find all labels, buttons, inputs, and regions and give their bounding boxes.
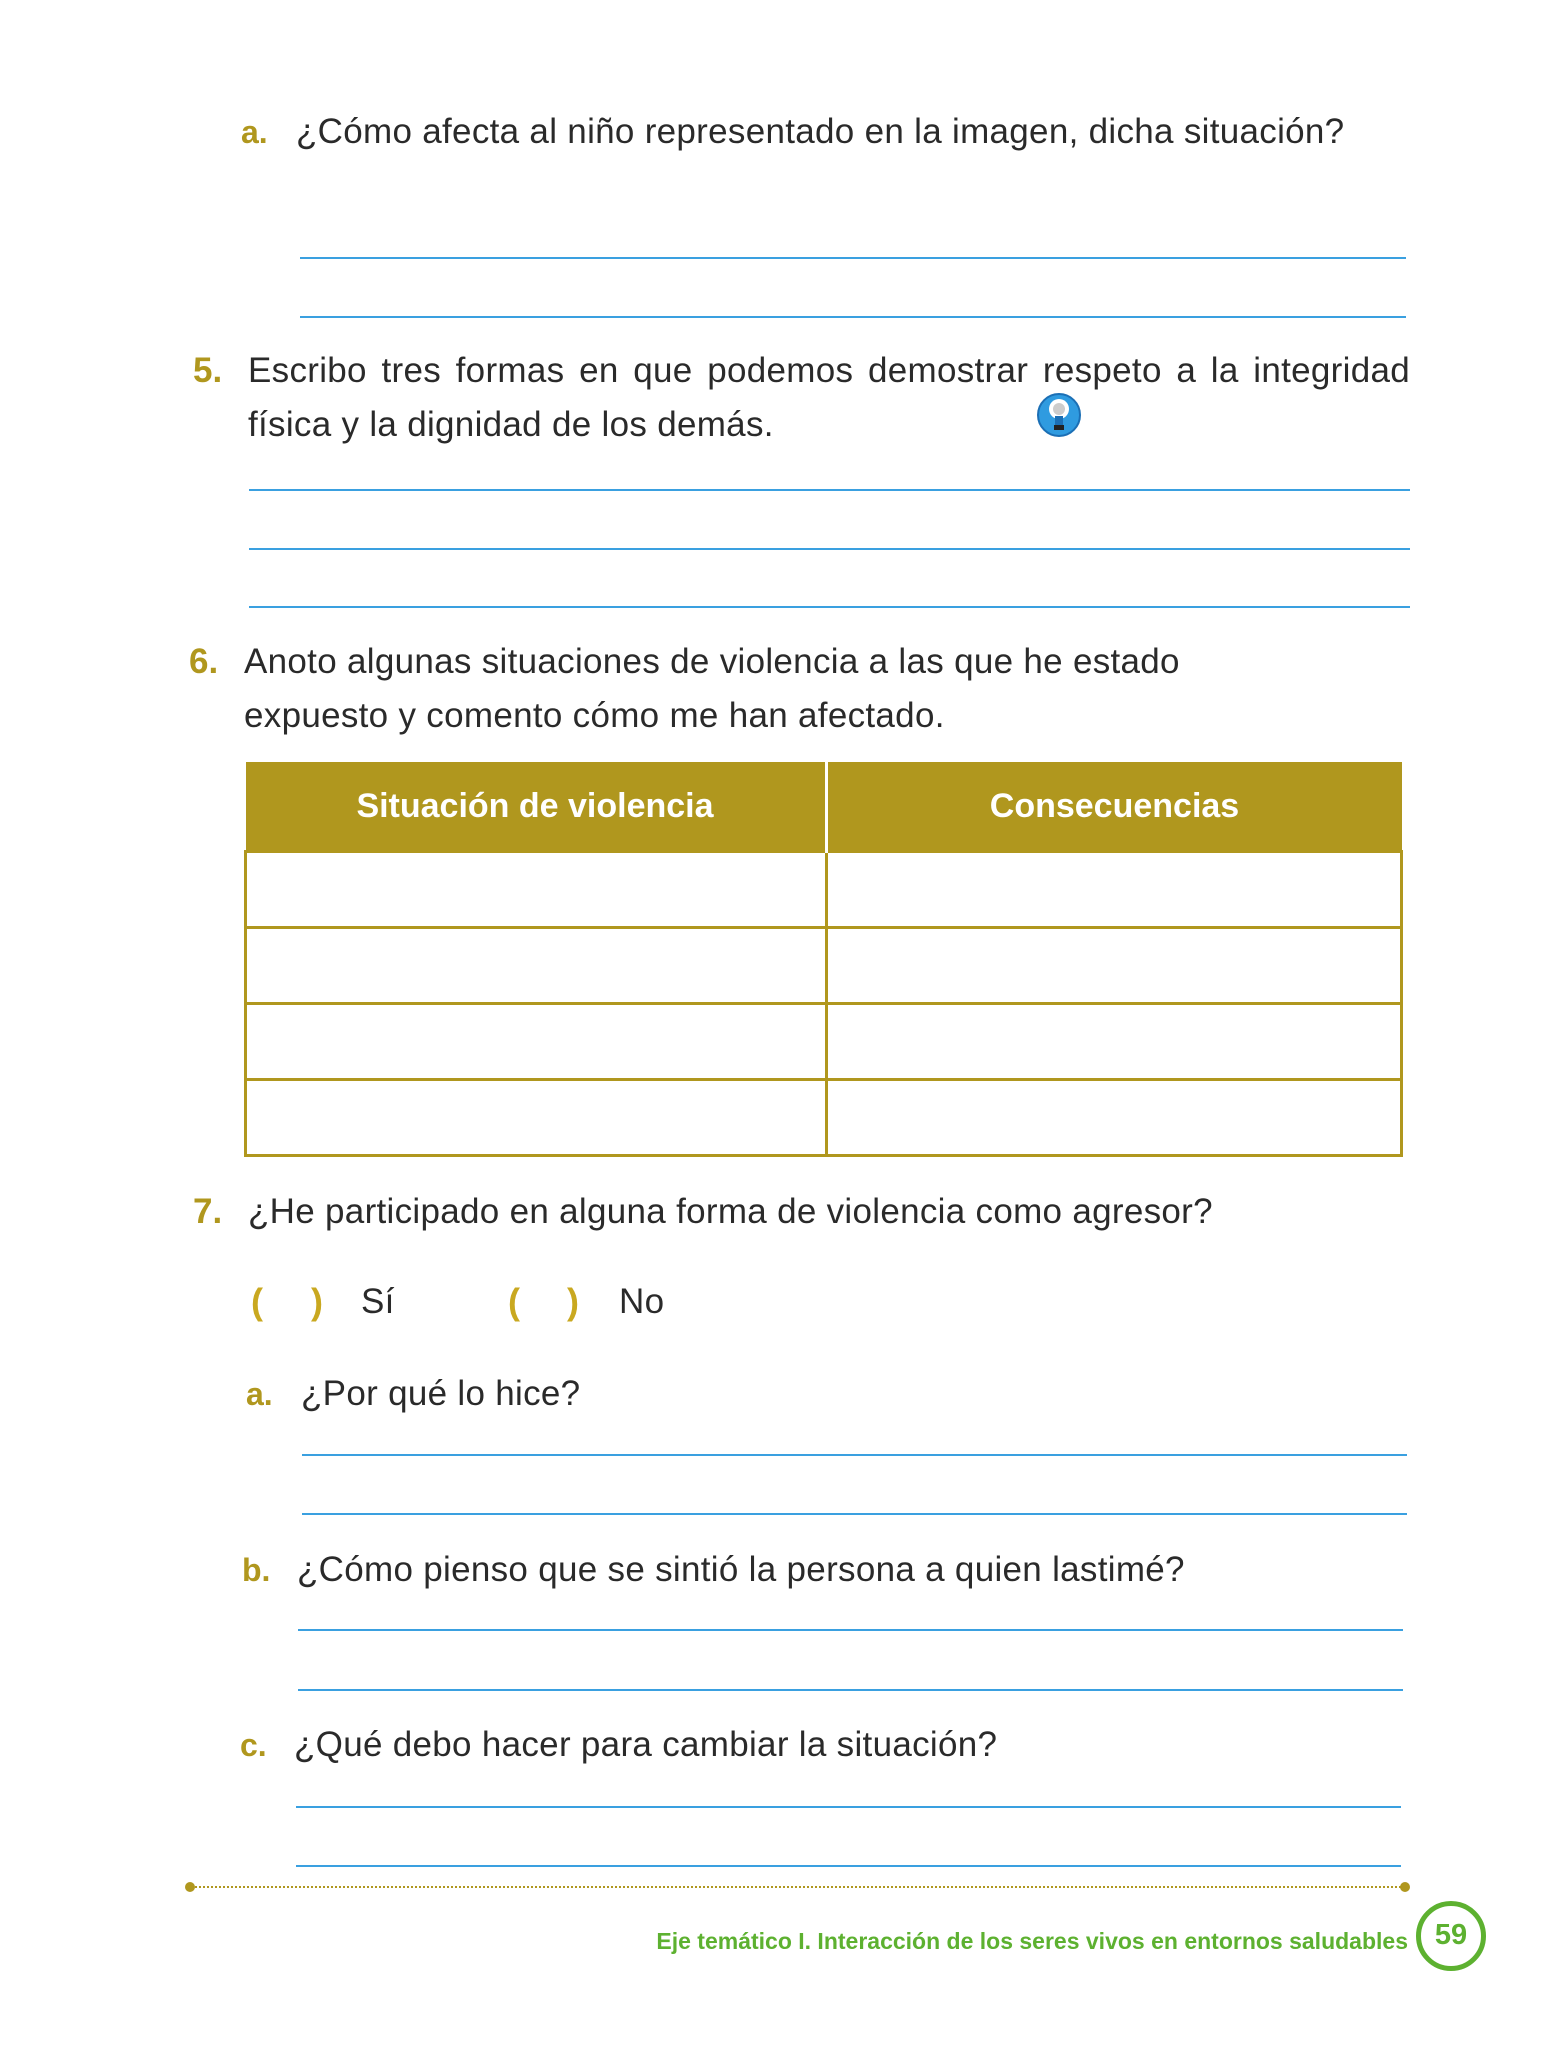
page-number: 59 [1416, 1901, 1486, 1971]
table-cell[interactable] [246, 1004, 827, 1080]
question-text: Anoto algunas situaciones de violencia a las que he estado expuesto y comento cómo me han afectado. [244, 642, 1180, 735]
question-text: ¿Por qué lo hice? [301, 1374, 581, 1413]
table-cell[interactable] [826, 1004, 1402, 1080]
divider-dot [1400, 1882, 1410, 1892]
divider-dot [185, 1882, 195, 1892]
footer-section-title: Eje temático I. Interacción de los seres vivos en entornos saludables [656, 1928, 1408, 1954]
question-number: 5. [193, 351, 223, 390]
question-number: 6. [189, 642, 219, 681]
table-header: Consecuencias [826, 762, 1402, 852]
table-cell[interactable] [826, 1080, 1402, 1156]
question-number: 7. [193, 1192, 223, 1231]
answer-line[interactable] [296, 1865, 1401, 1867]
answer-line[interactable] [249, 606, 1410, 608]
question-text: ¿Qué debo hacer para cambiar la situación? [294, 1725, 998, 1764]
answer-line[interactable] [302, 1454, 1407, 1456]
checkbox-paren[interactable]: ( [508, 1281, 520, 1322]
lightbulb-icon [1036, 392, 1082, 438]
question-label: b. [242, 1552, 271, 1588]
question-label: a. [241, 114, 268, 150]
table-row [246, 852, 1402, 928]
violence-table [244, 762, 1403, 1157]
option-label: Sí [361, 1282, 395, 1321]
table-row [246, 928, 1402, 1004]
table-row [246, 1004, 1402, 1080]
answer-line[interactable] [249, 548, 1410, 550]
option-label: No [619, 1282, 665, 1321]
answer-line[interactable] [300, 316, 1406, 318]
table-cell[interactable] [246, 928, 827, 1004]
table-cell[interactable] [826, 928, 1402, 1004]
table-cell[interactable] [246, 1080, 827, 1156]
answer-line[interactable] [296, 1806, 1401, 1808]
checkbox-paren[interactable]: ( [251, 1281, 263, 1322]
checkbox-paren[interactable]: ) [311, 1281, 323, 1322]
question-text: Escribo tres formas en que podemos demostrar respeto a la integridad física y la dignidad de los demás. [248, 351, 1410, 444]
table-cell[interactable] [246, 852, 827, 928]
footer-divider [190, 1886, 1405, 1888]
table-header: Situación de violencia [246, 762, 827, 852]
answer-line[interactable] [249, 489, 1410, 491]
question-text: ¿Cómo afecta al niño representado en la imagen, dicha situación? [296, 112, 1345, 151]
table-row [246, 1080, 1402, 1156]
answer-line[interactable] [300, 257, 1406, 259]
answer-line[interactable] [298, 1629, 1403, 1631]
question-text: ¿Cómo pienso que se sintió la persona a quien lastimé? [297, 1550, 1185, 1589]
checkbox-paren[interactable]: ) [567, 1281, 579, 1322]
answer-line[interactable] [302, 1513, 1407, 1515]
question-text: ¿He participado en alguna forma de violencia como agresor? [248, 1192, 1213, 1231]
question-label: c. [240, 1727, 267, 1763]
answer-line[interactable] [298, 1689, 1403, 1691]
table-cell[interactable] [826, 852, 1402, 928]
question-label: a. [246, 1376, 273, 1412]
